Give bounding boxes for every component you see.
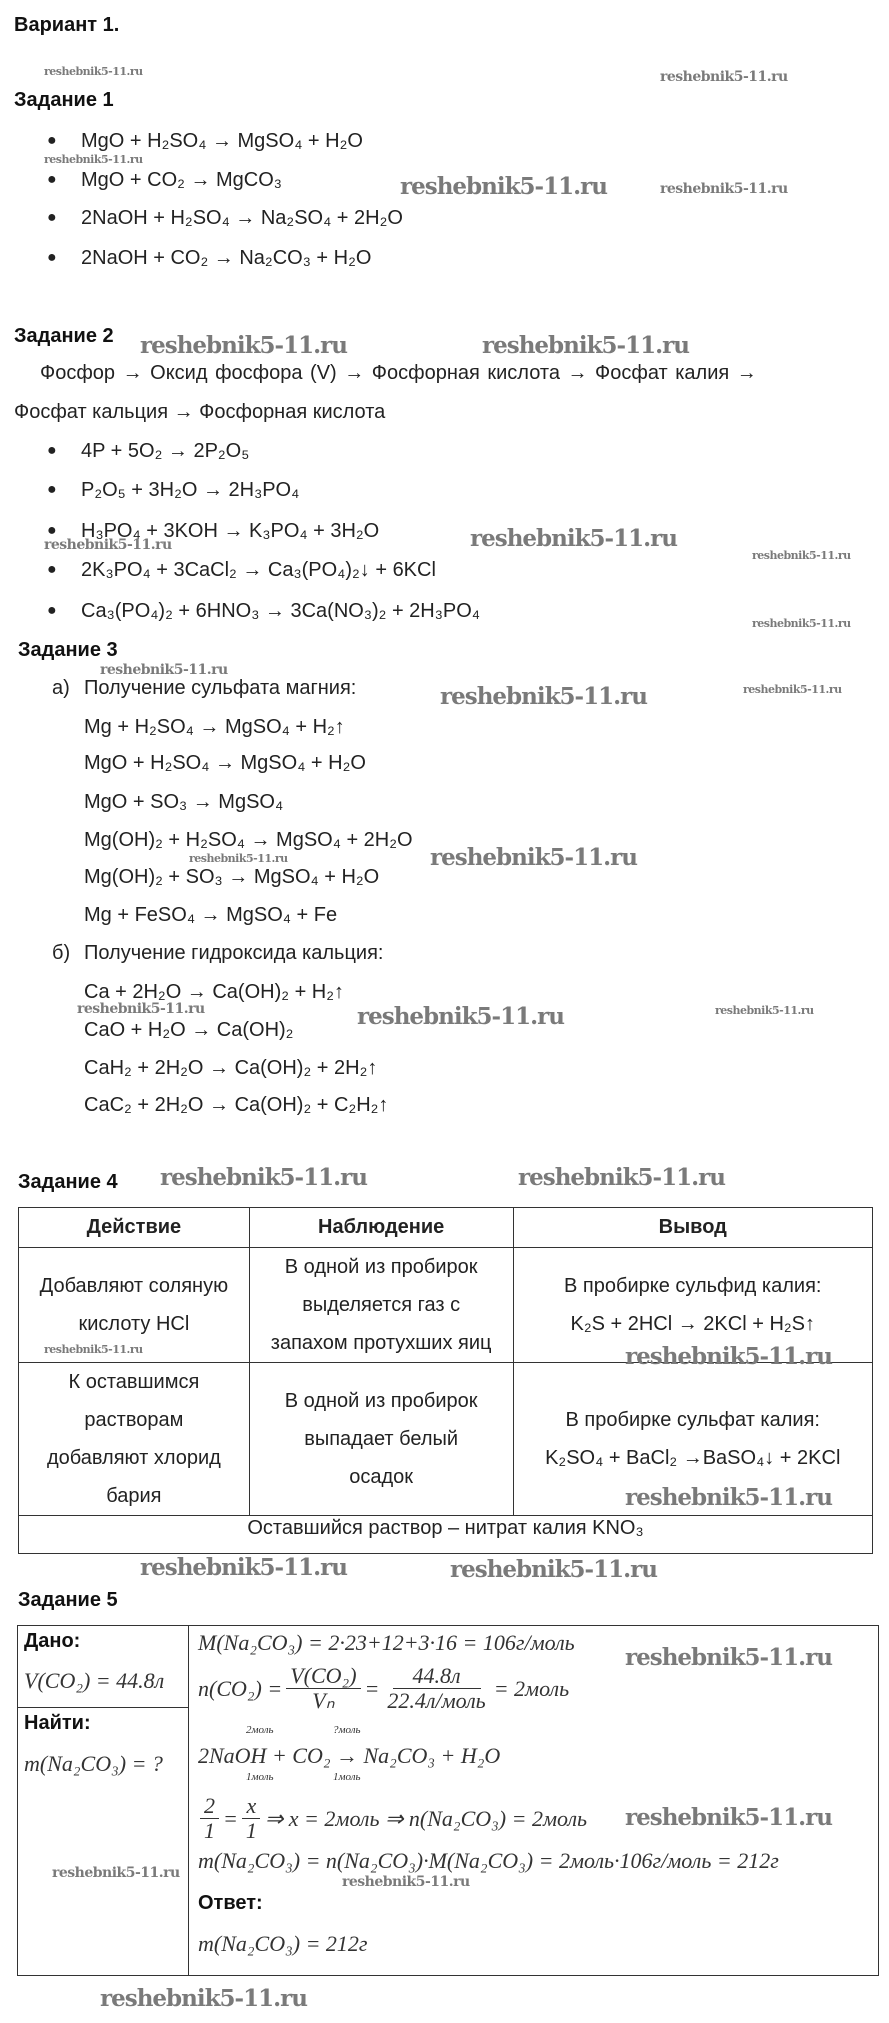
column-header: Наблюдение xyxy=(249,1208,513,1248)
watermark: reshebnik5-11.ru xyxy=(189,852,288,865)
watermark: reshebnik5-11.ru xyxy=(77,1001,205,1017)
table-footer-row xyxy=(19,1516,873,1554)
watermark: reshebnik5-11.ru xyxy=(660,69,788,85)
find-label: Найти: xyxy=(24,1712,91,1734)
cell-line: добавляют хлорид xyxy=(46,1447,221,1469)
list-item: 2NaOH + H₂SO₄ → Na₂SO₄ + 2H₂O xyxy=(81,207,403,229)
bullet-icon: ● xyxy=(47,132,57,149)
bullet-icon: ● xyxy=(47,602,57,619)
denominator: 22.4л/моль xyxy=(387,1688,486,1713)
denominator: Vₙ xyxy=(312,1688,335,1713)
equals: = xyxy=(364,1675,380,1701)
proportion-line xyxy=(196,1794,587,1843)
observation-cell xyxy=(249,1363,513,1516)
subtask-a-marker: а) xyxy=(52,677,70,699)
watermark: reshebnik5-11.ru xyxy=(357,1003,564,1030)
watermark: reshebnik5-11.ru xyxy=(482,332,689,359)
cell-line: кислоту HCl xyxy=(78,1313,190,1335)
list-item: Ca₃(PO₄)₂ + 6HNO₃ → 3Ca(NO₃)₂ + 2H₃PO₄ xyxy=(81,600,480,622)
cell-line: К оставшимся xyxy=(68,1371,200,1393)
cell-line: В пробирке сульфат калия: xyxy=(565,1409,820,1431)
watermark: reshebnik5-11.ru xyxy=(400,173,607,200)
task1-heading: Задание 1 xyxy=(14,89,114,111)
watermark: reshebnik5-11.ru xyxy=(430,844,637,871)
equation: MgO + H₂SO₄ → MgSO₄ + H₂O xyxy=(84,752,366,774)
subtask-b-marker: б) xyxy=(52,942,71,964)
watermark: reshebnik5-11.ru xyxy=(52,1865,180,1881)
subtask-a-title: Получение сульфата магния: xyxy=(84,677,357,699)
watermark: reshebnik5-11.ru xyxy=(625,1484,832,1511)
answer-value: m(Na₂CO₃) = 212г xyxy=(198,1931,368,1956)
watermark: reshebnik5-11.ru xyxy=(625,1804,832,1831)
fraction xyxy=(286,1664,360,1713)
fraction xyxy=(383,1664,489,1713)
chain-line-2: Фосфат кальция → Фосфорная кислота xyxy=(14,401,386,423)
cell-line: запахом протухших яиц xyxy=(270,1332,492,1354)
bullet-icon: ● xyxy=(47,209,57,226)
numerator: x xyxy=(242,1794,260,1819)
cell-line: В пробирке сульфид калия: xyxy=(564,1275,822,1297)
watermark: reshebnik5-11.ru xyxy=(342,1874,470,1890)
mol-label: ?моль xyxy=(333,1724,361,1736)
bullet-icon: ● xyxy=(47,171,57,188)
bullet-icon: ● xyxy=(47,522,57,539)
result: = 2моль xyxy=(493,1675,570,1701)
list-item: 2NaOH + CO₂ → Na₂CO₃ + H₂O xyxy=(81,247,372,269)
list-item: 4P + 5O₂ → 2P₂O₅ xyxy=(81,440,250,462)
cell-line: K₂SO₄ + BaCl₂ →BaSO₄↓ + 2KCl xyxy=(545,1447,841,1469)
reaction-line: 2NaOH + CO₂ → Na₂CO₃ + H₂O xyxy=(198,1743,501,1768)
table-header-row xyxy=(19,1208,873,1248)
action-cell xyxy=(19,1363,250,1516)
watermark: reshebnik5-11.ru xyxy=(160,1164,367,1191)
watermark: reshebnik5-11.ru xyxy=(100,1985,307,2012)
variant-title: Вариант 1. xyxy=(14,14,120,36)
answer-label: Ответ: xyxy=(198,1892,263,1914)
column-header: Вывод xyxy=(513,1208,873,1248)
watermark: reshebnik5-11.ru xyxy=(44,537,172,553)
equation: CaO + H₂O → Ca(OH)₂ xyxy=(84,1019,294,1041)
cell-line: В одной из пробирок xyxy=(284,1390,478,1412)
equation: Mg + H₂SO₄ → MgSO₄ + H₂↑ xyxy=(84,716,345,738)
watermark: reshebnik5-11.ru xyxy=(518,1164,725,1191)
watermark: reshebnik5-11.ru xyxy=(625,1343,832,1370)
equation: Mg(OH)₂ + SO₃ → MgSO₄ + H₂O xyxy=(84,866,380,888)
bullet-icon: ● xyxy=(47,249,57,266)
equation: MgO + SO₃ → MgSO₄ xyxy=(84,791,284,813)
list-item: 2K₃PO₄ + 3CaCl₂ → Ca₃(PO₄)₂↓ + 6KCl xyxy=(81,559,436,581)
cell-line: растворам xyxy=(84,1409,184,1431)
list-item: MgO + CO₂ → MgCO₃ xyxy=(81,169,282,191)
mol-label: 1моль xyxy=(333,1771,361,1783)
mol-label: 2моль xyxy=(246,1724,274,1736)
numerator: 44.8л xyxy=(393,1664,481,1689)
watermark: reshebnik5-11.ru xyxy=(44,1343,143,1356)
task2-heading: Задание 2 xyxy=(14,325,114,347)
cell-line: выпадает белый xyxy=(304,1428,459,1450)
row-divider xyxy=(18,1707,189,1708)
mol-label: 1моль xyxy=(246,1771,274,1783)
denominator: 1 xyxy=(245,1818,257,1843)
task3-heading: Задание 3 xyxy=(18,639,118,661)
watermark: reshebnik5-11.ru xyxy=(752,617,851,630)
equation: Mg + FeSO₄ → MgSO₄ + Fe xyxy=(84,904,338,926)
bullet-icon: ● xyxy=(47,442,57,459)
watermark: reshebnik5-11.ru xyxy=(100,662,228,678)
watermark: reshebnik5-11.ru xyxy=(440,683,647,710)
watermark: reshebnik5-11.ru xyxy=(44,65,143,78)
column-divider xyxy=(188,1626,189,1975)
fraction xyxy=(200,1794,219,1843)
cell-line: В одной из пробирок xyxy=(284,1256,478,1278)
equation: CaC₂ + 2H₂O → Ca(OH)₂ + C₂H₂↑ xyxy=(84,1094,389,1116)
list-item: H₃PO₄ + 3KOH → K₃PO₄ + 3H₂O xyxy=(81,520,380,542)
cell-line: бария xyxy=(106,1485,162,1507)
cell-line: K₂S + 2HCl → 2KCl + H₂S↑ xyxy=(570,1313,815,1335)
cell-line: Добавляют соляную xyxy=(39,1275,229,1297)
watermark: reshebnik5-11.ru xyxy=(752,549,851,562)
task4-heading: Задание 4 xyxy=(18,1171,118,1193)
proportion-result: ⇒ x = 2моль ⇒ n(Na₂CO₃) = 2моль xyxy=(264,1805,588,1831)
watermark: reshebnik5-11.ru xyxy=(450,1556,657,1583)
chain-line-1: Фосфор → Оксид фосфора (V) → Фосфорная кислота → Фосфат калия → xyxy=(40,362,757,384)
equation: Mg(OH)₂ + H₂SO₄ → MgSO₄ + 2H₂O xyxy=(84,829,413,851)
task5-heading: Задание 5 xyxy=(18,1589,118,1611)
watermark: reshebnik5-11.ru xyxy=(660,181,788,197)
problem-table xyxy=(17,1625,879,1976)
given-value: V(CO₂) = 44.8л xyxy=(24,1668,165,1693)
watermark: reshebnik5-11.ru xyxy=(625,1644,832,1671)
find-value: m(Na₂CO₃) = ? xyxy=(24,1751,163,1776)
cell-line: выделяется газ с xyxy=(302,1294,461,1316)
footer-cell: Оставшийся раствор – нитрат калия KNO₃ xyxy=(19,1516,873,1554)
molar-mass-line: M(Na₂CO₃) = 2·23+12+3·16 = 106г/моль xyxy=(198,1630,575,1655)
list-item: P₂O₅ + 3H₂O → 2H₃PO₄ xyxy=(81,479,300,501)
bullet-icon: ● xyxy=(47,481,57,498)
mass-calculation-line: m(Na₂CO₃) = n(Na₂CO₃)·M(Na₂CO₃) = 2моль·106г/моль = 212г xyxy=(198,1848,779,1873)
list-item: MgO + H₂SO₄ → MgSO₄ + H₂O xyxy=(81,130,363,152)
denominator: 1 xyxy=(204,1818,215,1843)
watermark: reshebnik5-11.ru xyxy=(44,153,143,166)
subtask-b-title: Получение гидроксида кальция: xyxy=(84,942,384,964)
observation-cell xyxy=(249,1248,513,1363)
watermark: reshebnik5-11.ru xyxy=(470,525,677,552)
watermark: reshebnik5-11.ru xyxy=(140,1554,347,1581)
equation: CaH₂ + 2H₂O → Ca(OH)₂ + 2H₂↑ xyxy=(84,1057,378,1079)
watermark: reshebnik5-11.ru xyxy=(743,683,842,696)
fraction xyxy=(242,1794,261,1843)
equation: Ca + 2H₂O → Ca(OH)₂ + H₂↑ xyxy=(84,981,345,1003)
watermark: reshebnik5-11.ru xyxy=(715,1004,814,1017)
equals: = xyxy=(223,1805,238,1831)
given-label: Дано: xyxy=(24,1630,81,1652)
moles-lhs: n(CO₂) = xyxy=(198,1675,283,1701)
cell-line: осадок xyxy=(349,1466,414,1488)
watermark: reshebnik5-11.ru xyxy=(140,332,347,359)
moles-co2-line xyxy=(198,1664,569,1713)
bullet-icon: ● xyxy=(47,561,57,578)
numerator: V(CO₂) xyxy=(286,1664,360,1689)
column-header: Действие xyxy=(19,1208,250,1248)
numerator: 2 xyxy=(200,1794,219,1819)
